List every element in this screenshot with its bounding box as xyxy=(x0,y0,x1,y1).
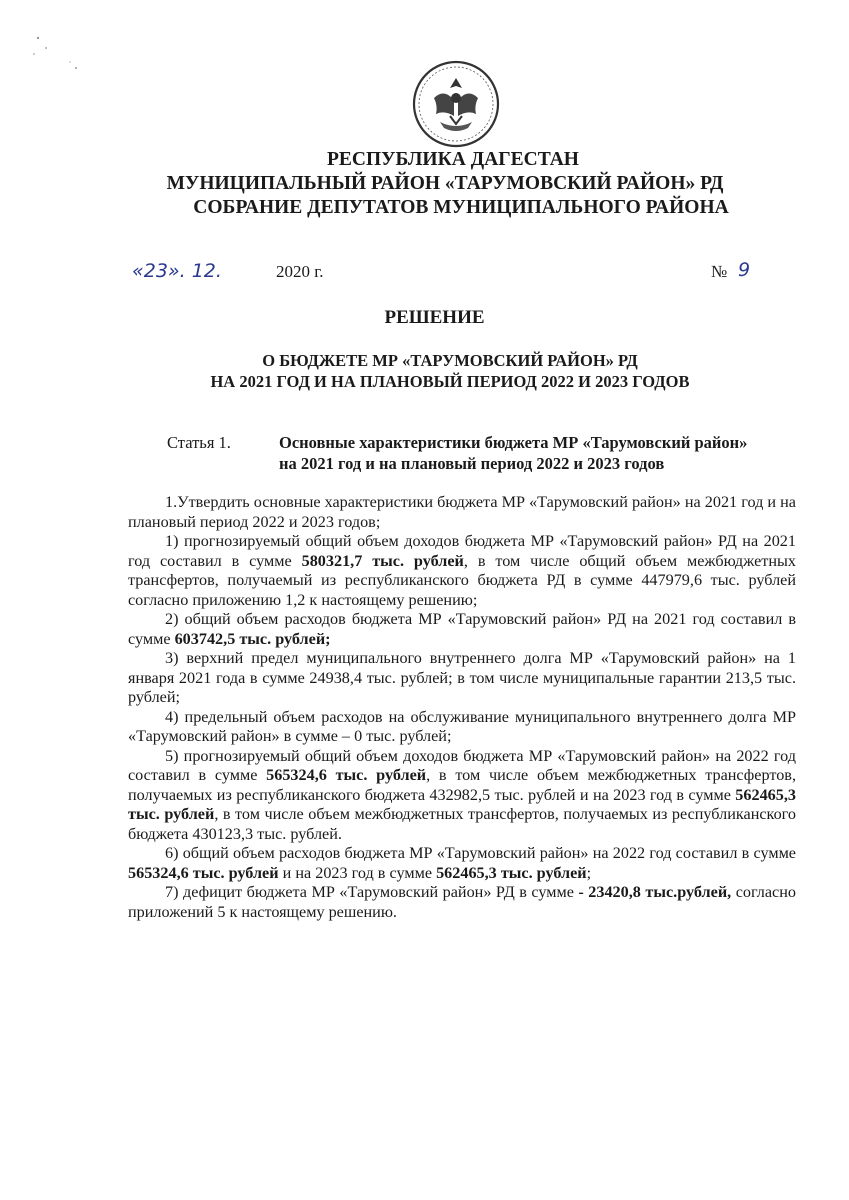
header-district: МУНИЦИПАЛЬНЫЙ РАЙОН «ТАРУМОВСКИЙ РАЙОН» РД xyxy=(166,173,724,194)
paragraph-6-amount-2022: 565324,6 тыс. рублей xyxy=(128,863,279,882)
paragraph-1-text: 1) прогнозируемый общий объем доходов бюджета МР «Тарумовский район» РД на 2021 год составил в сумме xyxy=(128,532,796,570)
paragraph-4: 4) предельный объем расходов на обслуживание муниципального внутреннего долга МР «Тарумовский район» в сумме – 0 тыс. рублей; xyxy=(128,707,796,745)
paragraph-7-rest: согласно приложений 5 к настоящему решению. xyxy=(128,883,796,921)
paragraph-6-mid: и на 2023 год в сумме xyxy=(278,863,437,882)
header-republic: РЕСПУБЛИКА ДАГЕСТАН xyxy=(327,149,579,170)
issuer-header xyxy=(100,148,790,220)
paragraph-6-text: 6) общий объем расходов бюджета МР «Тарумовский район» на 2022 год составил в сумме xyxy=(165,844,796,862)
paragraph-1-amount: 580321,7 тыс. рублей xyxy=(301,551,464,570)
paragraph-7-text: 7) дефицит бюджета МР «Тарумовский район» РД в сумме xyxy=(165,883,579,901)
paragraph-6-amount-2023: 562465,3 тыс. рублей xyxy=(436,863,587,882)
paragraph-0: 1.Утвердить основные характеристики бюджета МР «Тарумовский район» на 2021 год и на плановый период 2022 и 2023 годов; xyxy=(128,493,796,531)
paragraph-6 xyxy=(128,844,796,883)
header-assembly: СОБРАНИЕ ДЕПУТАТОВ МУНИЦИПАЛЬНОГО РАЙОНА xyxy=(193,197,729,218)
paragraph-6-end: ; xyxy=(586,863,592,882)
date-number-line xyxy=(128,259,768,288)
article-label: Статья 1. xyxy=(167,433,231,452)
title-line-2: НА 2021 ГОД И НА ПЛАНОВЫЙ ПЕРИОД 2022 И 2023 ГОДОВ xyxy=(210,372,690,391)
paragraph-5-amount-2022: 565324,6 тыс. рублей xyxy=(266,766,427,784)
paragraph-1 xyxy=(128,532,796,610)
dagestan-coat-of-arms-icon xyxy=(410,58,502,150)
paragraph-3: 3) верхний предел муниципального внутреннего долга МР «Тарумовский район» на 1 января 2021 года в сумме 24938,4 тыс. рублей; в том числе муниципальные гарантии 213,5 тыс. рублей; xyxy=(128,649,796,706)
date-year: 2020 г. xyxy=(276,262,324,281)
document-body xyxy=(128,493,796,922)
paragraph-7 xyxy=(128,883,796,922)
title-line-1: О БЮДЖЕТЕ МР «ТАРУМОВСКИЙ РАЙОН» РД xyxy=(262,351,638,370)
paragraph-5-amount-2023: 562465,3 тыс. рублей xyxy=(128,785,796,823)
paragraph-5-rest: , в том числе объем межбюджетных трансфертов, получаемых из республиканского бюджета 430123,3 тыс. рублей. xyxy=(128,805,797,843)
handwritten-number: 9 xyxy=(738,259,751,281)
scan-specks xyxy=(26,20,96,80)
paragraph-2-amount: 603742,5 тыс. рублей; xyxy=(174,629,331,648)
handwritten-date: «23». 12. xyxy=(132,260,222,282)
paragraph-1-rest: , в том числе общий объем межбюджетных трансфертов, получаемый из республиканского бюджета РД в сумме 447979,6 тыс. рублей согласно приложению 1,2 к настоящему решению; xyxy=(128,551,796,609)
paragraph-5 xyxy=(128,747,796,845)
paragraph-5-text: 5) прогнозируемый общий объем доходов бюджета МР «Тарумовский район» на 2022 год составил в сумме xyxy=(128,746,796,784)
paragraph-2-text: 2) общий объем расходов бюджета МР «Тарумовский район» РД на 2021 год составил в сумме xyxy=(128,610,796,648)
paragraph-2 xyxy=(128,610,796,649)
article-title-line-1: Основные характеристики бюджета МР «Тарумовский район» xyxy=(279,433,748,452)
paragraph-5-mid: , в том числе объем межбюджетных трансфертов, получаемых из республиканского бюджета 432982,5 тыс. рублей и на 2023 год в сумме xyxy=(128,766,796,804)
document-type: РЕШЕНИЕ xyxy=(384,307,485,328)
article-title-line-2: на 2021 год и на плановый период 2022 и 2023 годов xyxy=(279,454,665,473)
document-title xyxy=(150,350,750,392)
article-title xyxy=(279,432,799,474)
paragraph-7-deficit: - 23420,8 тыс.рублей, xyxy=(578,883,732,901)
number-sign: № xyxy=(711,262,728,281)
